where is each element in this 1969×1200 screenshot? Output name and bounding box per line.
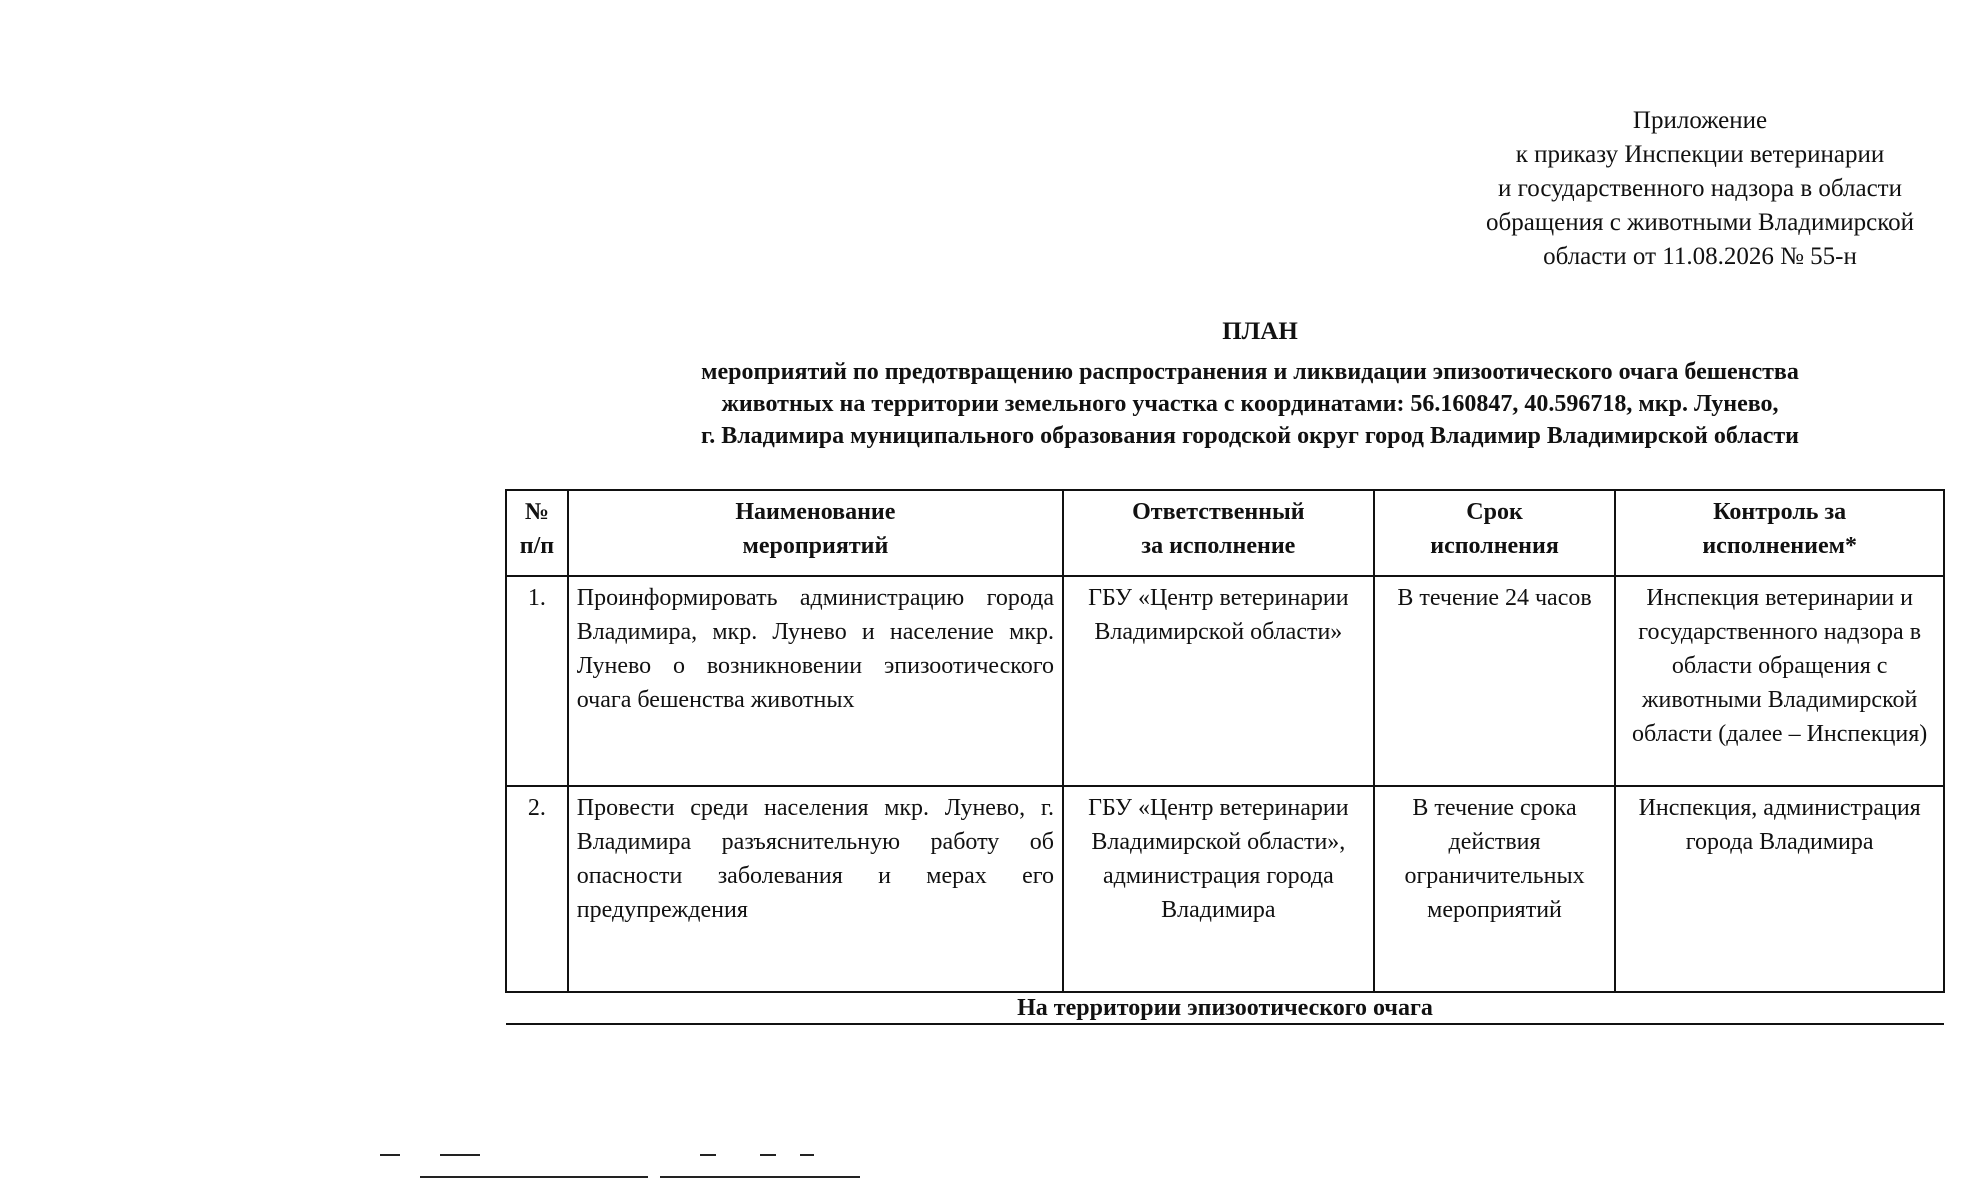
plan-subtitle-line: мероприятий по предотвращению распространения и ликвидации эпизоотического очага бешенства [701, 359, 1799, 385]
row-name: Провести среди населения мкр. Лунево, г. Владимира разъяснительную работу об опасности заболевания и мерах его предупреждения [568, 786, 1063, 992]
dash-mark [700, 1154, 716, 1156]
plan-table [505, 489, 1945, 1025]
appendix-block [1440, 104, 1960, 274]
signature-line [660, 1176, 860, 1178]
appendix-line: области от 11.08.2026 № 55-н [1543, 243, 1857, 270]
row-control: Инспекция ветеринарии и государственного надзора в области обращения с животными Владимирской области (далее – Инспекция) [1615, 576, 1944, 786]
row-num: 1. [506, 576, 568, 786]
table-row [506, 786, 1944, 992]
signature-lines [380, 1150, 860, 1180]
header-term-line: исполнения [1430, 533, 1559, 559]
row-num: 2. [506, 786, 568, 992]
dash-mark [380, 1154, 400, 1156]
header-name-line: Наименование [735, 499, 896, 525]
header-num [506, 490, 568, 576]
row-control: Инспекция, администрация города Владимира [1615, 786, 1944, 992]
header-num-line: № [524, 499, 549, 525]
section-title: На территории эпизоотического очага [506, 992, 1944, 1024]
header-num-line: п/п [519, 533, 555, 559]
table-header-row [506, 490, 1944, 576]
table-row [506, 576, 1944, 786]
appendix-line: и государственного надзора в области [1497, 175, 1902, 202]
header-term-line: Срок [1466, 499, 1523, 525]
header-control-line: исполнением* [1702, 533, 1857, 559]
dash-mark [800, 1154, 814, 1156]
header-responsible-line: за исполнение [1141, 533, 1296, 559]
row-name: Проинформировать администрацию города Владимира, мкр. Лунево и население мкр. Лунево о возникновении эпизоотического очага бешенства животных [568, 576, 1063, 786]
header-name [568, 490, 1063, 576]
row-term: В течение 24 часов [1374, 576, 1616, 786]
signature-line [420, 1176, 648, 1178]
row-term: В течение срока действия ограничительных мероприятий [1374, 786, 1616, 992]
dash-mark [760, 1154, 776, 1156]
appendix-line: обращения с животными Владимирской [1486, 209, 1914, 236]
header-control [1615, 490, 1944, 576]
row-responsible: ГБУ «Центр ветеринарии Владимирской области», администрация города Владимира [1063, 786, 1374, 992]
plan-title: ПЛАН [1222, 318, 1298, 345]
dash-mark [440, 1154, 480, 1156]
section-row [506, 992, 1944, 1024]
appendix-line: к приказу Инспекции ветеринарии [1515, 141, 1885, 168]
header-control-line: Контроль за [1713, 499, 1847, 525]
plan-subtitle-line: животных на территории земельного участка с координатами: 56.160847, 40.596718, мкр. Лунево, [721, 391, 1779, 417]
plan-subtitle [560, 356, 1940, 452]
header-term [1374, 490, 1616, 576]
header-responsible-line: Ответственный [1132, 499, 1305, 525]
appendix-line: Приложение [1632, 107, 1768, 134]
header-responsible [1063, 490, 1374, 576]
header-name-line: мероприятий [742, 533, 889, 559]
plan-subtitle-line: г. Владимира муниципального образования городской округ город Владимир Владимирской области [701, 423, 1799, 449]
row-responsible: ГБУ «Центр ветеринарии Владимирской области» [1063, 576, 1374, 786]
